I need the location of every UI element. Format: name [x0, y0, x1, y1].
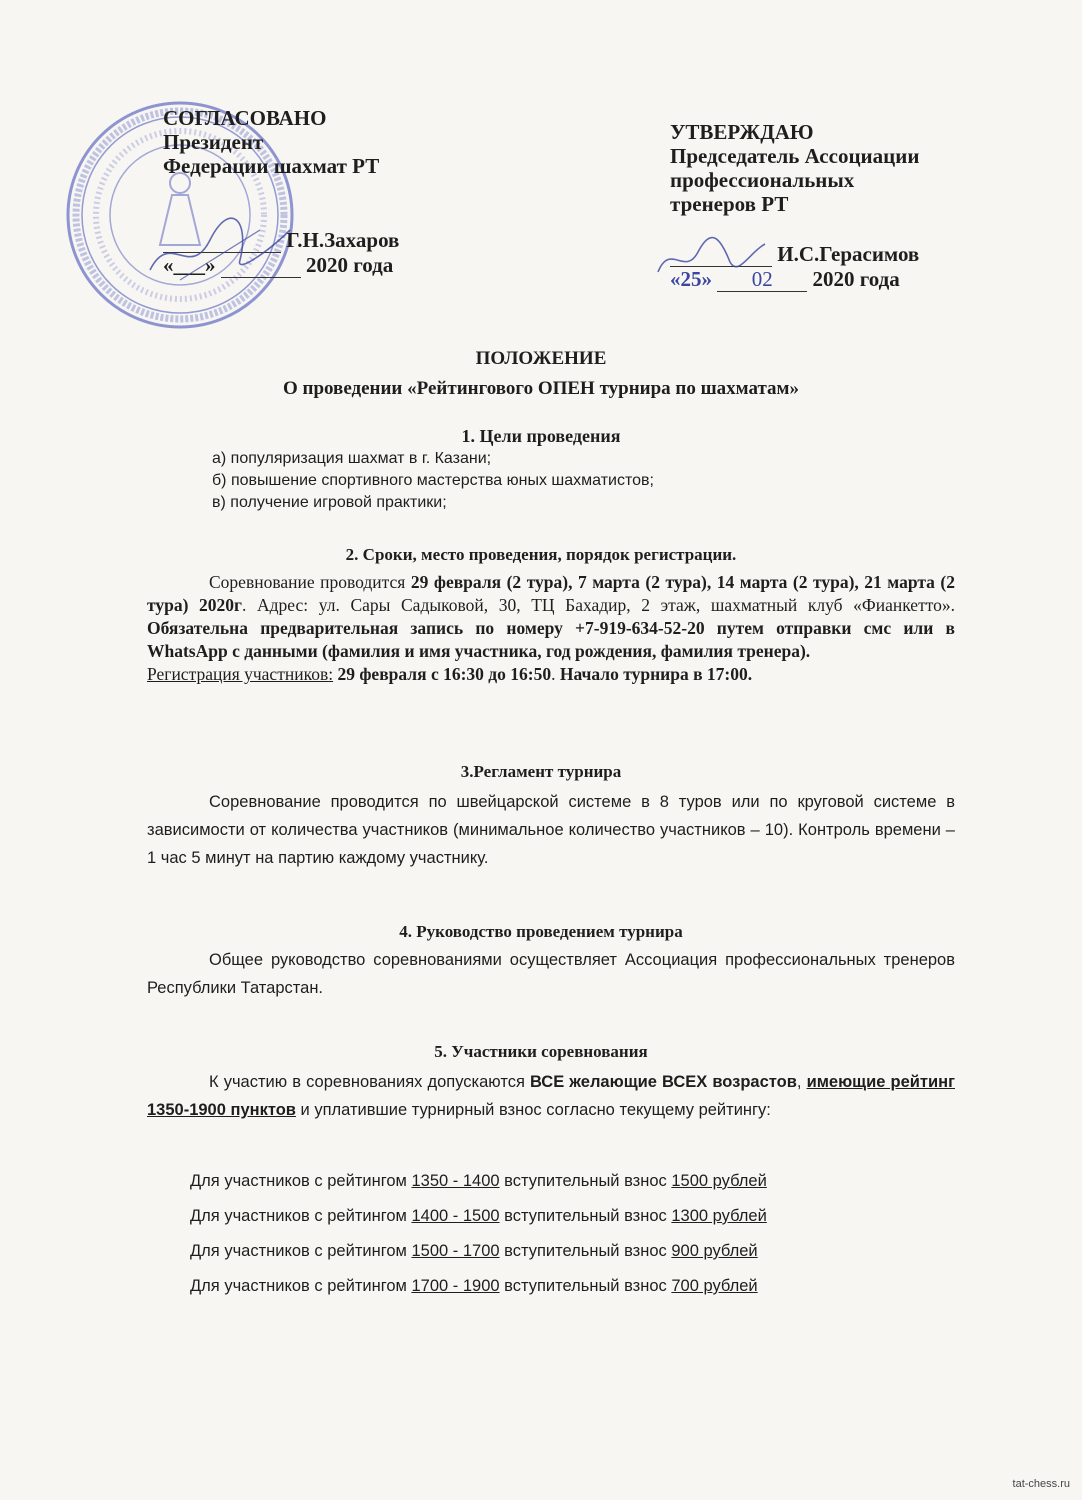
goal-item: в) получение игровой практики; — [212, 494, 447, 511]
approval-heading-right: УТВЕРЖДАЮ — [670, 120, 814, 144]
date-month-right: 02 — [717, 267, 807, 292]
fee-list — [190, 1172, 767, 1312]
s5-fee-note: и уплатившие турнирный взнос согласно текущему рейтингу: — [295, 1101, 771, 1119]
section-2-title: 2. Сроки, место проведения, порядок регистрации. — [345, 545, 737, 564]
section-5-title: 5. Участники соревнования — [434, 1042, 648, 1061]
s2-reg-time: 29 февраля с 16:30 до 16:50 — [333, 664, 552, 684]
s2-intro: Соревнование проводится — [209, 572, 411, 592]
s2-reg-label: Регистрация участников: — [147, 664, 334, 684]
section-1-title: 1. Цели проведения — [461, 426, 621, 446]
goals-list — [212, 448, 654, 514]
fee-amount: 1500 рублей — [671, 1172, 767, 1190]
fee-middle: вступительный взнос — [499, 1242, 672, 1260]
approver-position-line2: Федерации шахмат РТ — [163, 154, 380, 178]
section-4-title: 4. Руководство проведением турнира — [399, 922, 683, 941]
s2-reg-sep: . — [551, 664, 560, 684]
watermark: tat-chess.ru — [1012, 1478, 1070, 1490]
s2-registration-note: Обязательна предварительная запись по номеру +7-919-634-52-20 путем отправки смс или в WhatsApp с данными (фамилия и имя участника, год рождения, фамилия тренера). — [147, 618, 955, 661]
s5-comma: , — [796, 1073, 807, 1091]
s2-address: . Адрес: ул. Сары Садыковой, 30, ТЦ Бахадир, 2 этаж, шахматный клуб «Фианкетто». — [242, 595, 956, 615]
fee-row — [190, 1172, 767, 1207]
section-3-text — [147, 788, 955, 872]
goal-item: б) повышение спортивного мастерства юных шахматистов; — [212, 472, 654, 489]
fee-middle: вступительный взнос — [499, 1172, 672, 1190]
s5-intro: К участию в соревнованиях допускаются — [209, 1073, 530, 1091]
fee-prefix: Для участников с рейтингом — [190, 1172, 412, 1190]
fee-rating-range: 1350 - 1400 — [411, 1172, 500, 1190]
document-subtitle: О проведении «Рейтингового ОПЕН турнира по шахматам» — [282, 378, 799, 399]
section-2-text — [147, 571, 955, 686]
approver-position-right-line1: Председатель Ассоциации — [670, 144, 920, 168]
date-year-left: 2020 года — [306, 253, 394, 277]
approver-position-line1: Президент — [163, 130, 264, 154]
fee-amount: 900 рублей — [671, 1242, 758, 1260]
s5-rating-range: имеющие рейтинг 1350-1900 пунктов — [147, 1073, 955, 1119]
fee-middle: вступительный взнос — [499, 1207, 672, 1225]
document-title: ПОЛОЖЕНИЕ — [475, 348, 607, 369]
fee-prefix: Для участников с рейтингом — [190, 1242, 412, 1260]
s5-all-ages: ВСЕ желающие ВСЕХ возрастов — [529, 1073, 797, 1091]
s3-body: Соревнование проводится по швейцарской системе в 8 туров или по круговой системе в зависимости от количества участников (минимальное количество участников – 10). Контроль времени – 1 час 5 минут на партию каждому участнику. — [147, 793, 955, 867]
s2-dates: 29 февраля (2 тура), 7 марта (2 тура), 14 марта (2 тура), 21 марта (2 тура) 2020г — [147, 572, 955, 615]
fee-row — [190, 1207, 767, 1242]
approver-position-right-line2: профессиональных — [670, 168, 855, 192]
signature-left — [140, 210, 300, 290]
fee-rating-range: 1400 - 1500 — [411, 1207, 500, 1225]
goal-item: а) популяризация шахмат в г. Казани; — [212, 450, 492, 467]
date-day-left: «___» — [163, 253, 216, 277]
date-year-right: 2020 года — [812, 267, 900, 291]
fee-middle: вступительный взнос — [499, 1277, 672, 1295]
approver-position-right-line3: тренеров РТ — [670, 192, 789, 216]
fee-amount: 1300 рублей — [671, 1207, 767, 1225]
fee-rating-range: 1500 - 1700 — [411, 1242, 500, 1260]
fee-row — [190, 1242, 767, 1277]
fee-rating-range: 1700 - 1900 — [411, 1277, 500, 1295]
fee-prefix: Для участников с рейтингом — [190, 1277, 412, 1295]
section-3-title: 3.Регламент турнира — [460, 762, 622, 781]
approver-name-left: Г.Н.Захаров — [286, 228, 400, 252]
signature-right — [650, 232, 770, 292]
date-day-right: «25» — [670, 267, 712, 291]
approval-heading-left: СОГЛАСОВАНО — [163, 106, 327, 130]
fee-prefix: Для участников с рейтингом — [190, 1207, 412, 1225]
section-4-text — [147, 946, 955, 1002]
fee-amount: 700 рублей — [671, 1277, 758, 1295]
approver-name-right: И.С.Герасимов — [777, 242, 920, 266]
s4-body: Общее руководство соревнованиями осуществляет Ассоциация профессиональных тренеров Республики Татарстан. — [147, 951, 955, 997]
s2-start-time: Начало турнира в 17:00. — [559, 664, 753, 684]
fee-row — [190, 1277, 767, 1312]
section-5-text — [147, 1068, 955, 1124]
